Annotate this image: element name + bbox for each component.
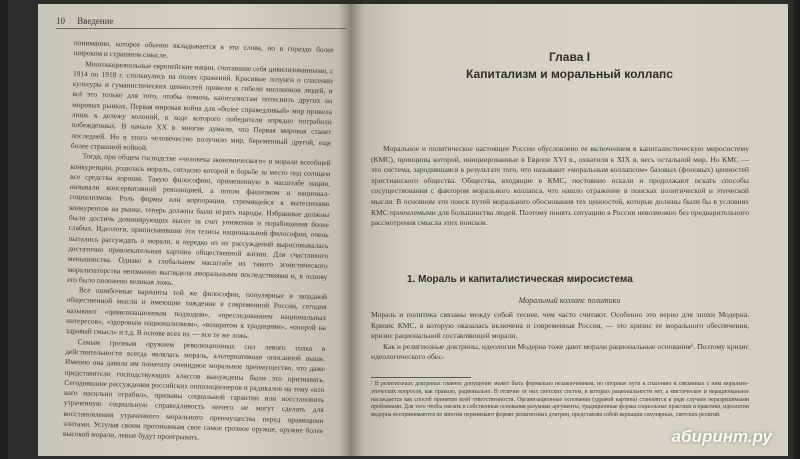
section-body <box>371 310 749 363</box>
paragraph: Тогда, при общем господстве «человека экономического» и морали всеобщей конкуренции, родилась мораль, согласно которой в борьбе за место под солнцем все средства хороши. Такую философию, примененную в масштабе нации, называли консервативной революцией, а потом фашизмом и национал-социализмом. Роль фирмы или корпорации, стремящейся к вытеснению конкурентов на рынке, теперь должны были играть народы. Избранные должны были достичь доминирующих высот за счет унижения и порабощения более слабых. Идеологи, приписывавшие эти тезисы национальной философии, очень пытались рассуждать о морали, и нередко из их рассуждений вырисовывалась достаточно привлекательная картина общественной жизни. Для счастливого меньшинства. Однако в глобальном масштабе их такого эгоистического морализаторства неизменно выглядела аморальными последствиями и, в основу его было положено великая ложь. <box>67 151 331 287</box>
left-page-body <box>63 38 334 447</box>
paragraph: Как и религиозные доктрины, идеологии Модерна тоже дают морали рациональные основания¹. Поэтому кризис идеологического обес- <box>371 341 749 362</box>
paragraph: Многонациональные европейские нации, считавшие себя цивилизованными, с 1914 по 1918 г. столкнулись на полях сражений. Красивые лозунги о спасении культуры и гуманистических ценностей привели к гибели миллионов людей, и всё это только для того, чтобы помочь капиталистам потеснить других на мировых рынках. Первая мировая война для «более справедливый» мир привела лишь к дележу колоний, в ходе которого победители изрядно пограбили побежденных. В начале XX в. многие думали, что Первая мировая станет последней. Но в этого человечество получило мир, беременный другой, еще более страшной войной. <box>70 58 334 153</box>
left-page <box>38 4 351 456</box>
book-spread <box>8 0 794 459</box>
running-head-title: Введение <box>77 16 114 26</box>
paragraph: Мораль и политика связаны между собой теснее, чем часто считают. Особенно это верно для эпохи Модерна. Кризис КМС, в которую оказалась включена и современная Россия, — это кризис ее морального обеспечения, кризис рациональной составляющей морали. <box>371 310 749 341</box>
section-heading: 1. Мораль и капиталистическая миросистема <box>407 274 633 285</box>
chapter-label: Глава I <box>548 50 591 64</box>
paragraph: Моральное и политическое настоящее России обусловлено ее включением в капиталистическую миросистему (КМС), принципы которой, инициированные в Европе XVI в., охватили к XIX в. весь остальной мир. Но КМС — это система, зародившаяся в результате того, что называют «моральным коллапсом» базовых (фоновых) ценностей христианского общества. Общества, входящие в КМС, постоянно искали и продолжают искать способы сосуществования с фактором морального коллапса, что нашло отражение в поисках политической и этической мысли. В основном эти поиск путей морального обоснования тех ценностей, которые должны были бы в условиях КМС приемлемыми для большинства людей. Поэтому понять ситуацию в России невозможно без предварительного рассмотрения смысла этих поисков. <box>371 144 749 228</box>
footnote-divider <box>371 377 471 378</box>
subsection-heading: Моральный коллапс политики <box>518 296 621 305</box>
paragraph: Самым грозным оружием революционных сил левого толка в действительности всегда являлась мораль, альтернативная описанной выше. Именно она давала им поначалу очевидное моральное преимущество, что даже представители господствующих классов вынуждены были это признавать. Сегодняшние рассуждения российских оппозиционеров и радикалов на тему «кто кого насильно ограбил», призывы социальной гарантии или восстановить утраченную социальную справедливость ничего не могут сделать для восстановления утраченного морального преимущества перед правящими элитами. Уступая своим противникам свое самое грозное оружие, оружие более высокой морали, левые будут проигрывать. <box>62 336 326 442</box>
chapter-title: Капитализм и моральный коллапс <box>466 67 673 81</box>
watermark-logo: абиринт.ру <box>671 427 772 446</box>
footnote: ¹ В религиозных доктринах главное допущение может быть формально незаконченным, но опорные пути к спасению и связанных с ним морально-этических вопросов, как правило, рационально. В отличие от них светских систем, в которых рациональности нет, а мистическое и нерациональное насаждается как способ принятия всей ответственности. Организационные основания (здравой картина) становятся в ряде случаев неразрешимыми проблемами. Для того чтобы связать в собственные основания разумные аргументы, традиционные формы социальные практики и практики, идеологии модерна воспринимаются по многим перенимают формат религиозных доктрин, представляя собой вариации секулярных, светских религий. <box>371 381 749 419</box>
running-head <box>56 16 346 29</box>
intro-body <box>371 144 749 229</box>
paragraph: понимании, которое обычно вкладывается в эти слова, но в гораздо более широком и страшном смысле. <box>73 38 334 60</box>
paragraph: Все ошибочные варианты той же философии, популярные в западной общественной мысли и имеющие хождение в современной России, сегодня называют «цивилизационным подходом», «преследованием национальных интересов», «здоровым национализмом», «возвратом к традициям», «опорой на здравый смысл» и т.д. В основе всех их — все те же ложь. <box>65 285 327 341</box>
right-page <box>351 4 788 456</box>
page-number: 10 <box>56 16 65 26</box>
